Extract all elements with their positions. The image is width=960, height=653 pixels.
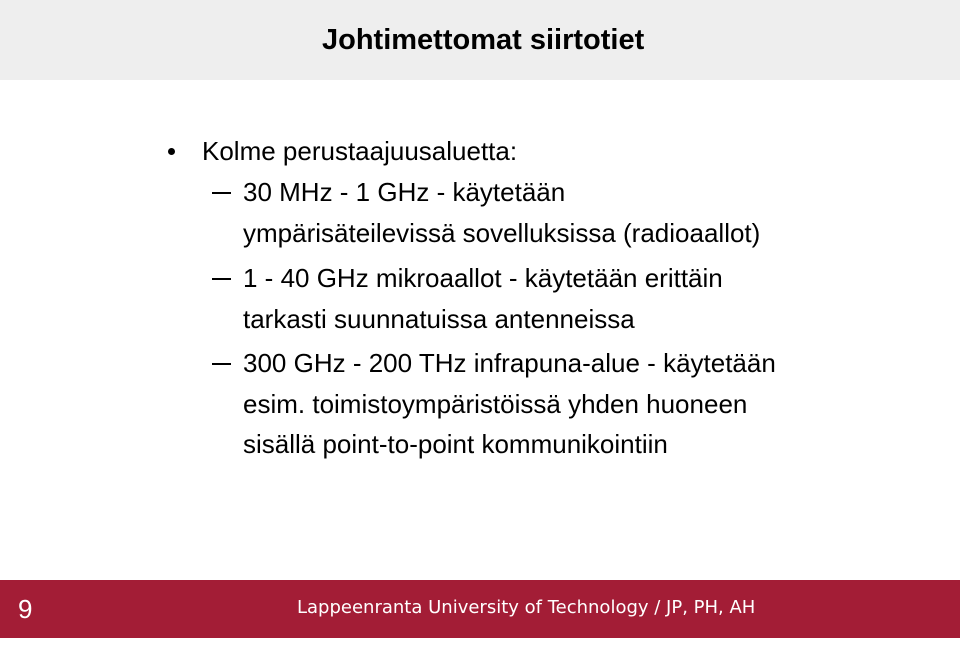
dash-icon (212, 278, 231, 280)
dash-icon (212, 192, 231, 194)
main-bullet-text: Kolme perustaajuusaluetta: (202, 136, 518, 166)
slide-title: Johtimettomat siirtotiet (322, 24, 645, 56)
sub-item-line: 300 GHz - 200 THz infrapuna-alue - käytetään (243, 348, 776, 378)
sub-item-line: 30 MHz - 1 GHz - käytetään (243, 177, 566, 207)
sub-item-line: sisällä point-to-point kommunikointiin (243, 429, 668, 459)
footer-bar (0, 580, 960, 638)
sub-item-text (243, 172, 923, 253)
sub-item-line: esim. toimistoympäristöissä yhden huoneen (243, 388, 748, 419)
dash-icon (212, 363, 231, 365)
page-number: 9 (18, 594, 33, 624)
sub-item-line: 1 - 40 GHz mikroaallot - käytetään erittäin (243, 263, 723, 293)
footer-text: Lappeenranta University of Technology / JP, PH, AH (297, 597, 756, 618)
bullet-dot-icon (168, 148, 175, 155)
sub-item-text (243, 258, 923, 339)
title-bar (0, 0, 960, 80)
sub-item-line: ympärisäteilevissä sovelluksissa (radioaallot) (243, 217, 761, 248)
sub-item-text (243, 343, 923, 465)
sub-item-line: tarkasti suunnatuissa antenneissa (243, 303, 635, 334)
